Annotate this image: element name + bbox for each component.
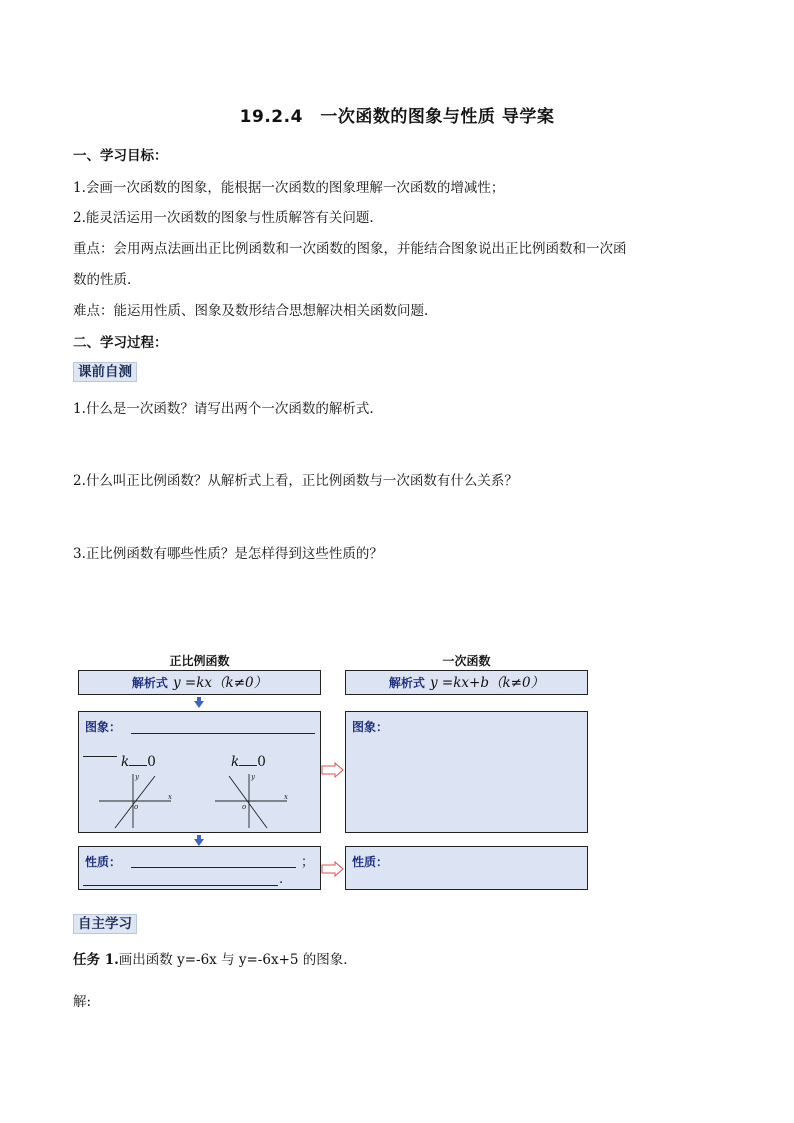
goal-1: 1.会画一次函数的图象，能根据一次函数的图象理解一次函数的增减性； — [73, 180, 505, 196]
section-heading-goals: 一、学习目标： — [73, 148, 168, 164]
left-graph-box — [78, 711, 321, 833]
k-symbol-right: k 0 — [231, 754, 266, 770]
property-period: . — [279, 872, 284, 887]
axis-x-label-right: x — [284, 793, 288, 801]
tag-pretest-label: 课前自测 — [73, 362, 137, 382]
right-formula-box — [345, 670, 588, 695]
property-answer-line — [131, 867, 296, 868]
key-point-line-1: 重点：会用两点法画出正比例函数和一次函数的图象，并能结合图象说出正比例函数和一次函 — [73, 241, 627, 257]
right-formula: y =kx+b（k≠0） — [430, 675, 545, 691]
section-heading-process: 二、学习过程： — [73, 335, 168, 351]
task-1-text: 画出函数 y=-6x 与 y=-6x+5 的图象. — [118, 952, 348, 968]
goal-2: 2.能灵活运用一次函数的图象与性质解答有关问题. — [73, 210, 374, 226]
right-graph-label: 图象： — [352, 720, 389, 734]
answer-label: 解: — [73, 994, 92, 1010]
question-2: 2.什么叫正比例函数？从解析式上看，正比例函数与一次函数有什么关系？ — [73, 473, 518, 489]
left-formula-label: 解析式 — [131, 676, 168, 690]
left-graph-label: 图象： — [85, 720, 122, 734]
difficulty: 难点：能运用性质、图象及数形结合思想解决相关函数问题. — [73, 303, 429, 319]
task-1 — [73, 948, 348, 968]
right-column-header: 一次函数 — [442, 654, 491, 668]
right-arrow-icon — [321, 762, 345, 778]
right-formula-label: 解析式 — [388, 676, 425, 690]
right-property-box — [345, 846, 588, 890]
down-arrow-icon — [194, 697, 204, 707]
key-point-line-2: 数的性质. — [73, 272, 132, 288]
question-3: 3.正比例函数有哪些性质？是怎样得到这些性质的？ — [73, 546, 383, 562]
property-semicolon: ； — [301, 855, 315, 870]
tag-self-study-label: 自主学习 — [73, 914, 137, 934]
axes-sketches — [79, 712, 322, 834]
down-arrow-icon-2 — [194, 835, 204, 845]
left-property-box — [78, 846, 321, 890]
origin-label-right: o — [242, 803, 247, 811]
property-answer-line-2 — [83, 885, 278, 886]
left-column-header: 正比例函数 — [169, 654, 230, 668]
axis-x-label-left: x — [168, 793, 172, 801]
left-formula: y =kx（k≠0） — [173, 675, 268, 691]
axis-y-label-left: y — [135, 773, 139, 781]
tag-pretest — [73, 360, 137, 380]
left-formula-box — [78, 670, 321, 695]
question-1: 1.什么是一次函数？请写出两个一次函数的解析式. — [73, 401, 374, 417]
right-graph-box — [345, 711, 588, 833]
axis-y-label-right: y — [251, 773, 255, 781]
k-symbol-left: k 0 — [121, 754, 156, 770]
right-property-label: 性质： — [352, 855, 389, 869]
page-title: 19.2.4 一次函数的图象与性质 导学案 — [239, 107, 555, 127]
origin-label-left: o — [134, 803, 139, 811]
tag-self-study — [73, 912, 137, 932]
right-arrow-icon-2 — [321, 861, 345, 877]
task-1-label: 任务 1. — [73, 952, 119, 968]
left-property-label: 性质： — [85, 855, 122, 869]
